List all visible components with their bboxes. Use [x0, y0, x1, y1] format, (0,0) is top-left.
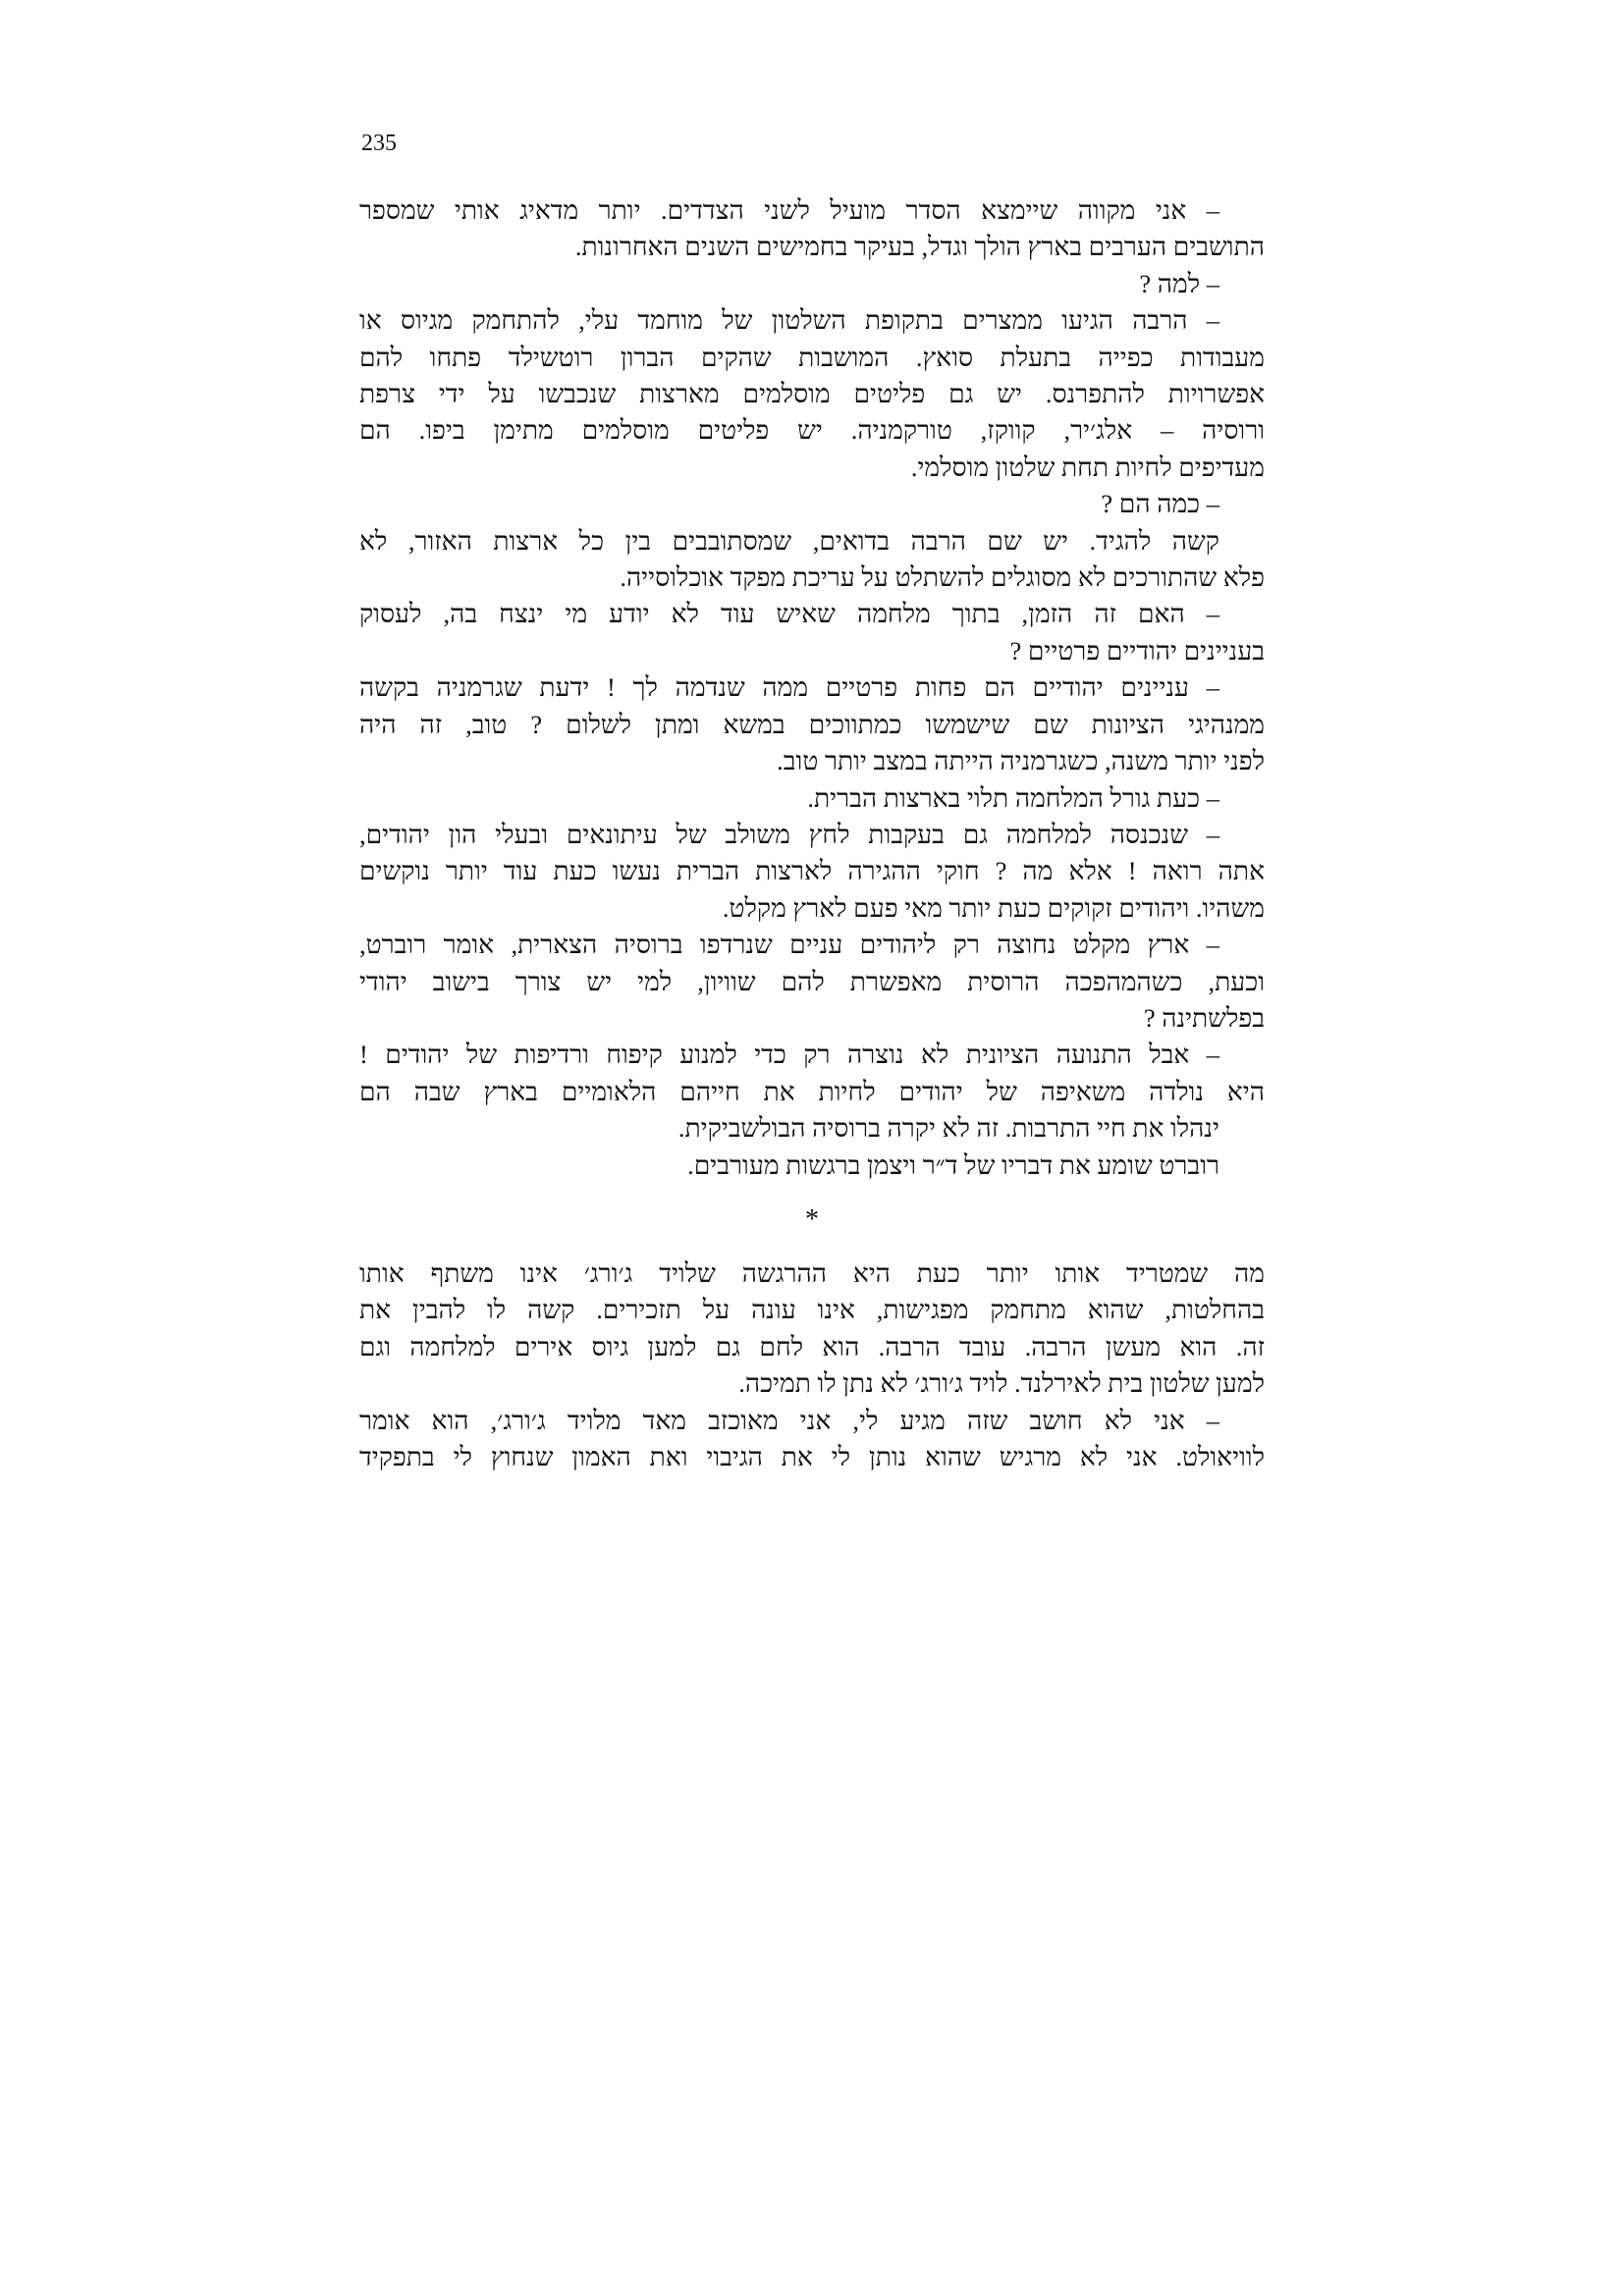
text-line: – הרבה הגיעו ממצרים בתקופת השלטון של מוחמד עלי, להתחמק מגיוס או — [359, 305, 1219, 336]
text-line: למען שלטון בית לאירלנד. לויד ג׳ורג׳ לא נתן לו תמיכה. — [738, 1368, 1265, 1399]
paragraph — [359, 266, 1265, 302]
text-line: אתה רואה ! אלא מה ? חוקי ההגירה לארצות הברית נעשו כעת עוד יותר נוקשים — [359, 856, 1265, 886]
text-line: – אבל התנועה הציונית לא נוצרה רק כדי למנוע קיפוח ורדיפות של יהודים ! — [359, 1040, 1219, 1070]
text-line: אפשרויות להתפרנס. יש גם פליטים מוסלמים מארצות שנכבשו על ידי צרפת — [359, 379, 1265, 409]
page-number: 235 — [361, 131, 397, 156]
paragraph — [359, 302, 1265, 486]
paragraph — [359, 1037, 1265, 1147]
text-line: מה שמטריד אותו יותר כעת היא ההרגשה שלויד ג׳ורג׳ אינו משתף אותו — [359, 1257, 1265, 1288]
paragraph — [359, 523, 1265, 597]
paragraph — [359, 1403, 1265, 1476]
text-line: התושבים הערבים בארץ הולך וגדל, בעיקר בחמישים השנים האחרונות. — [574, 232, 1265, 262]
text-line: זה. הוא מעשן הרבה. עובד הרבה. הוא לחם גם למען גיוס אירים למלחמה וגם — [359, 1331, 1265, 1362]
text-line: ינהלו את חיי התרבות. זה לא יקרה ברוסיה הבולשביקית. — [677, 1113, 1219, 1144]
text-line: – כמה הם ? — [1101, 489, 1219, 519]
paragraph — [359, 1255, 1265, 1403]
text-line: קשה להגיד. יש שם הרבה בדואים, שמסתובבים בין כל ארצות האזור, לא — [359, 525, 1219, 556]
text-line: משהיו. ויהודים זקוקים כעת יותר מאי פעם לארץ מקלט. — [722, 892, 1265, 923]
text-line: – אני מקווה שיימצא הסדר מועיל לשני הצדדים. יותר מדאיג אותי שמספר — [359, 195, 1219, 225]
text-line: היא נולדה משאיפה של יהודים לחיות את חייהם הלאומיים בארץ שבה הם — [359, 1076, 1265, 1106]
paragraph — [359, 192, 1265, 266]
text-line: – ארץ מקלט נחוצה רק ליהודים עניים שנרדפו ברוסיה הצארית, אומר רוברט, — [359, 930, 1219, 960]
text-line: לוויאולט. אני לא מרגיש שהוא נותן לי את הגיבוי ואת האמון שנחוץ לי בתפקיד — [359, 1442, 1265, 1471]
paragraph — [359, 596, 1265, 669]
text-line: לפני יותר משנה, כשגרמניה הייתה במצב יותר טוב. — [777, 746, 1265, 776]
text-line: – אני לא חושב שזה מגיע לי, אני מאוכזב מאד מלויד ג׳ורג׳, הוא אומר — [359, 1405, 1219, 1435]
text-line: וכעת, כשהמהפכה הרוסית מאפשרת להם שוויון, למי יש צורך בישוב יהודי — [359, 966, 1265, 996]
paragraph — [359, 1148, 1265, 1184]
text-line: בעניינים יהודיים פרטיים ? — [1009, 635, 1265, 666]
paragraph — [359, 669, 1265, 779]
paragraph — [359, 817, 1265, 927]
text-line: – כעת גורל המלחמה תלוי בארצות הברית. — [807, 782, 1219, 813]
text-line: מעדיפים לחיות תחת שלטון מוסלמי. — [910, 452, 1265, 482]
text-line: מעבודות כפייה בתעלת סואץ. המושבות שהקים הברון רוטשילד פתחו להם — [359, 342, 1265, 372]
text-line: ורוסיה – אלג׳יר, קווקז, טורקמניה. יש פליטים מוסלמים מתימן ביפו. הם — [359, 415, 1265, 446]
text-line: רוברט שומע את דבריו של ד״ר ויצמן ברגשות מעורבים. — [687, 1149, 1219, 1180]
section-break: * — [805, 1203, 819, 1235]
text-line: – עניינים יהודיים הם פחות פרטיים ממה שנדמה לך ! ידעת שגרמניה בקשה — [359, 672, 1219, 703]
paragraph — [359, 780, 1265, 817]
text-line: בפלשתינה ? — [1143, 1002, 1265, 1033]
body-text — [359, 192, 1265, 1475]
text-line: בהחלטות, שהוא מתחמק מפגישות, אינו עונה על תזכירים. קשה לו להבין את — [359, 1295, 1265, 1325]
paragraph — [359, 486, 1265, 522]
text-line: – שנכנסה למלחמה גם בעקבות לחץ משולב של עיתונאים ובעלי הון יהודים, — [359, 819, 1219, 849]
text-line: – למה ? — [1139, 268, 1219, 298]
paragraph — [359, 927, 1265, 1037]
text-line: – האם זה הזמן, בתוך מלחמה שאיש עוד לא יודע מי ינצח בה, לעסוק — [359, 599, 1219, 629]
text-line: ממנהיגי הציונות שם שישמשו כמתווכים במשא ומתן לשלום ? טוב, זה היה — [359, 709, 1265, 739]
text-line: פלא שהתורכים לא מסוגלים להשתלט על עריכת מפקד אוכלוסייה. — [620, 562, 1265, 593]
